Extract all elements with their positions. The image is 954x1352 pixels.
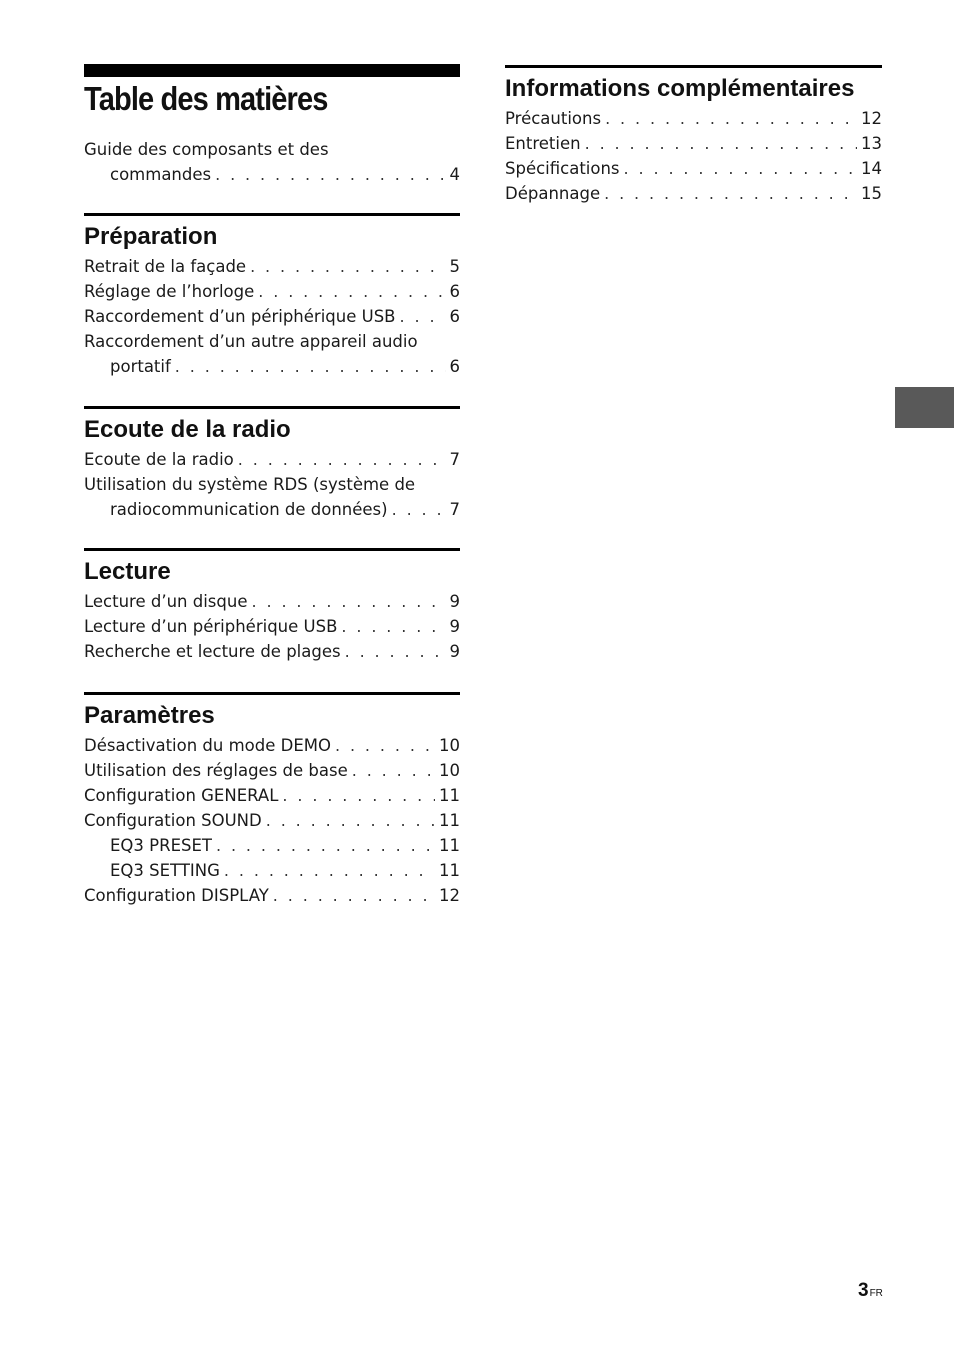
toc-entry-label: Configuration DISPLAY	[84, 886, 269, 905]
toc-entry[interactable]	[505, 156, 882, 181]
section-lecture	[84, 548, 460, 664]
dot-leader	[604, 181, 857, 206]
toc-entry-guide[interactable]	[84, 162, 460, 187]
toc-page-number: 5	[449, 257, 460, 276]
dot-leader	[392, 497, 446, 522]
dot-leader	[258, 279, 445, 304]
dot-leader	[624, 156, 857, 181]
section-title: Préparation	[84, 223, 218, 250]
page-title: Table des matières	[84, 80, 328, 117]
intro-block	[84, 137, 460, 187]
dot-leader	[345, 639, 446, 664]
toc-entry[interactable]	[84, 639, 460, 664]
toc-page-number: 13	[861, 134, 882, 153]
toc-entry[interactable]	[84, 733, 460, 758]
section-title: Lecture	[84, 558, 171, 585]
dot-leader	[585, 131, 857, 156]
toc-entry-label: Ecoute de la radio	[84, 450, 234, 469]
toc-entry[interactable]	[84, 883, 460, 908]
toc-page-number: 4	[449, 165, 460, 184]
section-rule	[84, 406, 460, 409]
toc-page-number: 10	[439, 761, 460, 780]
toc-entry[interactable]	[84, 858, 460, 883]
title-bar	[84, 64, 460, 77]
toc-entry-label: radiocommunication de données)	[110, 500, 388, 519]
section-rule	[505, 65, 882, 68]
toc-page-number: 6	[449, 357, 460, 376]
dot-leader	[400, 304, 446, 329]
toc-entry-label: Utilisation des réglages de base	[84, 761, 348, 780]
toc-page-number: 7	[449, 450, 460, 469]
toc-entry[interactable]	[84, 808, 460, 833]
section-rule	[84, 548, 460, 551]
toc-entry[interactable]	[84, 304, 460, 329]
dot-leader	[273, 883, 435, 908]
toc-entry[interactable]	[84, 447, 460, 472]
toc-page-number: 11	[439, 811, 460, 830]
toc-entry-label: Lecture d’un périphérique USB	[84, 617, 338, 636]
toc-page-number: 14	[861, 159, 882, 178]
toc-page-number: 11	[439, 861, 460, 880]
toc-entry[interactable]	[84, 279, 460, 304]
toc-page-number: 11	[439, 836, 460, 855]
dot-leader	[238, 447, 446, 472]
toc-page-number: 7	[449, 500, 460, 519]
toc-entry-label: Réglage de l’horloge	[84, 282, 255, 301]
toc-entry-label: Retrait de la façade	[84, 257, 247, 276]
section-infos	[505, 65, 882, 206]
dot-leader	[252, 589, 446, 614]
toc-page-number: 9	[449, 592, 460, 611]
toc-page-number: 15	[861, 184, 882, 203]
toc-entry[interactable]	[505, 106, 882, 131]
section-rule	[84, 213, 460, 216]
toc-entry[interactable]	[84, 497, 460, 522]
toc-page-number: 11	[439, 786, 460, 805]
dot-leader	[335, 733, 435, 758]
toc-entry-label: commandes	[110, 165, 212, 184]
section-thumb-tab	[895, 387, 954, 428]
toc-entry-label: EQ3 PRESET	[110, 836, 212, 855]
toc-page-number: 6	[449, 307, 460, 326]
section-rule	[84, 692, 460, 695]
toc-entry-line1[interactable]: Raccordement d’un autre appareil audio	[84, 332, 418, 351]
toc-entry-label: Désactivation du mode DEMO	[84, 736, 331, 755]
toc-entry-label: Lecture d’un disque	[84, 592, 248, 611]
toc-entry-label: Dépannage	[505, 184, 601, 203]
toc-entry[interactable]	[505, 181, 882, 206]
dot-leader	[266, 808, 435, 833]
toc-page-number: 12	[439, 886, 460, 905]
dot-leader	[216, 833, 435, 858]
toc-entry[interactable]	[84, 254, 460, 279]
dot-leader	[175, 354, 446, 379]
toc-entry-label: Spécifications	[505, 159, 620, 178]
toc-page-number: 6	[449, 282, 460, 301]
section-title: Informations complémentaires	[505, 75, 855, 102]
dot-leader	[250, 254, 445, 279]
toc-entry[interactable]	[84, 354, 460, 379]
toc-entry-label: portatif	[110, 357, 171, 376]
section-parametres	[84, 692, 460, 908]
dot-leader	[224, 858, 435, 883]
toc-entry[interactable]	[84, 833, 460, 858]
page-number-value: 3	[858, 1280, 869, 1301]
toc-entry[interactable]	[84, 589, 460, 614]
toc-page-number: 10	[439, 736, 460, 755]
section-radio	[84, 406, 460, 522]
toc-entry[interactable]	[84, 758, 460, 783]
dot-leader	[215, 162, 445, 187]
section-title: Paramètres	[84, 702, 215, 729]
toc-entry-label: Précautions	[505, 109, 602, 128]
section-title: Ecoute de la radio	[84, 416, 291, 443]
toc-entry-guide-line1[interactable]: Guide des composants et des	[84, 140, 329, 159]
dot-leader	[605, 106, 857, 131]
language-code: FR	[869, 1288, 883, 1299]
dot-leader	[282, 783, 435, 808]
toc-entry-label: Entretien	[505, 134, 581, 153]
toc-entry-label: Recherche et lecture de plages	[84, 642, 341, 661]
toc-entry[interactable]	[505, 131, 882, 156]
dot-leader	[341, 614, 445, 639]
toc-page-number: 9	[449, 617, 460, 636]
toc-entry-line1[interactable]: Utilisation du système RDS (système de	[84, 475, 416, 494]
page-number	[858, 1280, 883, 1302]
section-preparation	[84, 213, 460, 379]
toc-page-number: 9	[449, 642, 460, 661]
dot-leader	[352, 758, 435, 783]
toc-entry-label: Raccordement d’un périphérique USB	[84, 307, 396, 326]
toc-entry-label: EQ3 SETTING	[110, 861, 220, 880]
toc-entry-label: Configuration SOUND	[84, 811, 262, 830]
toc-entry[interactable]	[84, 614, 460, 639]
toc-page-number: 12	[861, 109, 882, 128]
toc-entry-label: Configuration GENERAL	[84, 786, 279, 805]
toc-entry[interactable]	[84, 783, 460, 808]
